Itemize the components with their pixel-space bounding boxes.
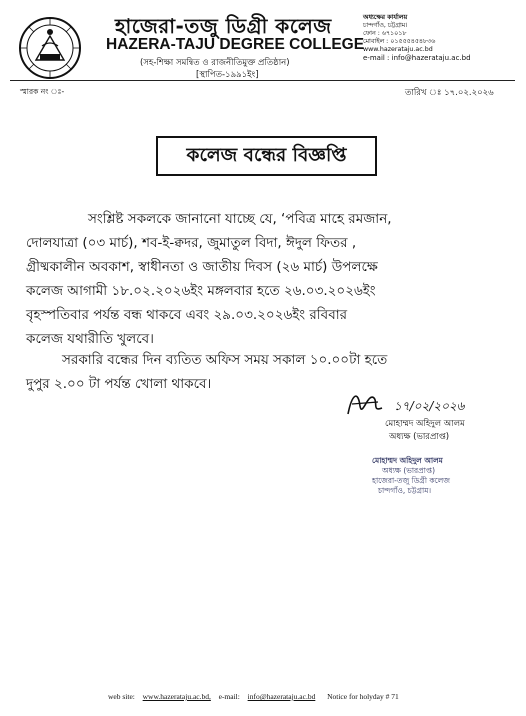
footer-notice-number: Notice for holyday # 71 (327, 692, 399, 701)
footer-contact-line (108, 692, 399, 701)
signatory-block (385, 418, 465, 444)
office-web: www.hazerataju.ac.bd (363, 46, 433, 54)
paragraph-line: সরকারি বন্ধের দিন ব্যতিত অফিস সময় সকাল ১০.০০টা হতে (62, 352, 388, 368)
footer-web-label: web site: (108, 692, 135, 701)
office-phone: ফোন : ৬৭১০১৮ (363, 30, 407, 38)
paragraph-line: বৃহস্পতিবার পর্যন্ত বন্ধ থাকবে এবং ২৯.০৩.২০২৬ইং রবিবার (26, 307, 348, 323)
college-tagline: (সহ-শিক্ষা সমন্বিত ও রাজনীতিমুক্ত প্রতিষ্ঠান) (140, 58, 290, 68)
reference-number-label: স্মারক নং ঃ- (20, 87, 65, 96)
established-year: [স্থাপিত-১৯৯১ইং] (196, 70, 259, 80)
stamp-line: চান্দগাঁও, চট্টগ্রাম। (378, 486, 432, 495)
paragraph-line: দোলযাত্রা (০৩ মার্চ), শব-ই-ক্বদর, জুমাতুল বিদা, ঈদুল ফিতর , (26, 235, 357, 251)
stamp-line: হাজেরা-তজু ডিগ্রী কলেজ (372, 476, 450, 485)
office-contact-block (363, 14, 513, 63)
footer-email-link[interactable]: info@hazerataju.ac.bd (247, 692, 316, 701)
stamp-line: অধ্যক্ষ (ভারপ্রাপ্ত) (382, 466, 436, 475)
notice-date: তারিখ ঃ ১৭.০২.২০২৬ (405, 88, 494, 98)
signature-date: ১৭/০২/২০২৬ (394, 399, 465, 413)
college-name-bangla: হাজেরা-তজু ডিগ্রী কলেজ (115, 14, 332, 38)
office-address: চান্দগাঁও, চট্টগ্রাম। (363, 22, 408, 30)
college-logo-seal (18, 16, 82, 80)
notice-heading: কলেজ বন্ধের বিজ্ঞপ্তি (186, 144, 347, 166)
footer-email-label: e-mail: (218, 692, 240, 701)
signatory-title: অধ্যক্ষ (ভারপ্রাপ্ত) (389, 432, 450, 442)
notice-paragraph-1 (26, 207, 514, 351)
footer-website-link[interactable]: www.hazerataju.ac.bd, (142, 692, 211, 701)
college-name-english: HAZERA-TAJU DEGREE COLLEGE (106, 36, 365, 53)
paragraph-line: দুপুর ২.০০ টা পর্যন্ত খোলা থাকবে। (26, 376, 212, 392)
signatory-name: মোহাম্মদ অহিদুল আলম (385, 419, 465, 429)
office-mobile: মোবাইল : ০১৫৫৫৪৫৪৮৩৬ (363, 38, 436, 46)
official-stamp (372, 456, 450, 496)
paragraph-line: গ্রীষ্মকালীন অবকাশ, স্বাধীনতা ও জাতীয় দিবস (২৬ মার্চ) উপলক্ষে (26, 259, 378, 275)
header-divider (10, 80, 515, 81)
paragraph-line: কলেজ আগামী ১৮.০২.২০২৬ইং মঙ্গলবার হতে ২৬.০৩.২০২৬ইং (26, 283, 376, 299)
notice-heading-box (156, 136, 377, 176)
paragraph-line: সংশ্লিষ্ট সকলকে জানানো যাচ্ছে যে, ‘পবিত্র মাহে রমজান, (88, 211, 392, 227)
office-email: e-mail : info@hazerataju.ac.bd (363, 54, 471, 63)
office-heading: অধ্যক্ষের কার্যালয় (363, 14, 408, 21)
stamp-line: মোহাম্মদ অহিদুল আলম (372, 456, 443, 465)
paragraph-line: কলেজ যথারীতি খুলবে। (26, 331, 154, 347)
